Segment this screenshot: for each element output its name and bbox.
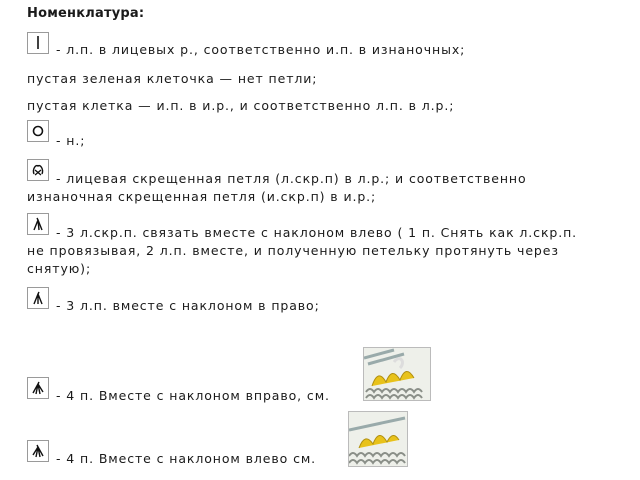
legend-green-cell-text: пустая зеленая клеточка — нет петли; [27, 71, 318, 86]
circle-icon [27, 120, 49, 142]
legend-twisted-text [27, 170, 587, 206]
legend-three-right-text: - 3 л.п. вместе с наклоном в право; [56, 298, 320, 313]
page-title: Номенклатура: [27, 6, 145, 21]
legend-knit-text: - л.п. в лицевых р., соответственно и.п. в изнаночных; [56, 42, 466, 57]
legend-empty-cell-text: пустая клетка — и.п. в и.р., и соответственно л.п. в л.р.; [27, 98, 455, 113]
vertical-bar-icon [27, 32, 49, 54]
legend-three-left-label: - 3 л.скр.п. связать вместе с наклоном влево ( 1 п. Снять как л.скр.п. не провязывая, 2 л.п. вместе, и полученную петельку протянуть через снятую); [27, 225, 578, 276]
legend-four-right-text: - 4 п. Вместе с наклоном вправо, см. [56, 388, 330, 403]
legend-four-left-text: - 4 п. Вместе с наклоном влево см. [56, 451, 317, 466]
legend-three-left-text [27, 224, 587, 278]
four-left-photo [348, 411, 408, 467]
legend-yo-text: - н.; [56, 133, 86, 148]
three-together-right-icon [27, 287, 49, 309]
legend-twisted-label: - лицевая скрещенная петля (л.скр.п) в л.р.; и соответственно изнаночная скрещенная петля (и.скр.п) в и.р.; [27, 171, 527, 204]
four-right-photo [363, 347, 431, 401]
four-together-left-icon [27, 440, 49, 462]
four-together-right-icon [27, 377, 49, 399]
